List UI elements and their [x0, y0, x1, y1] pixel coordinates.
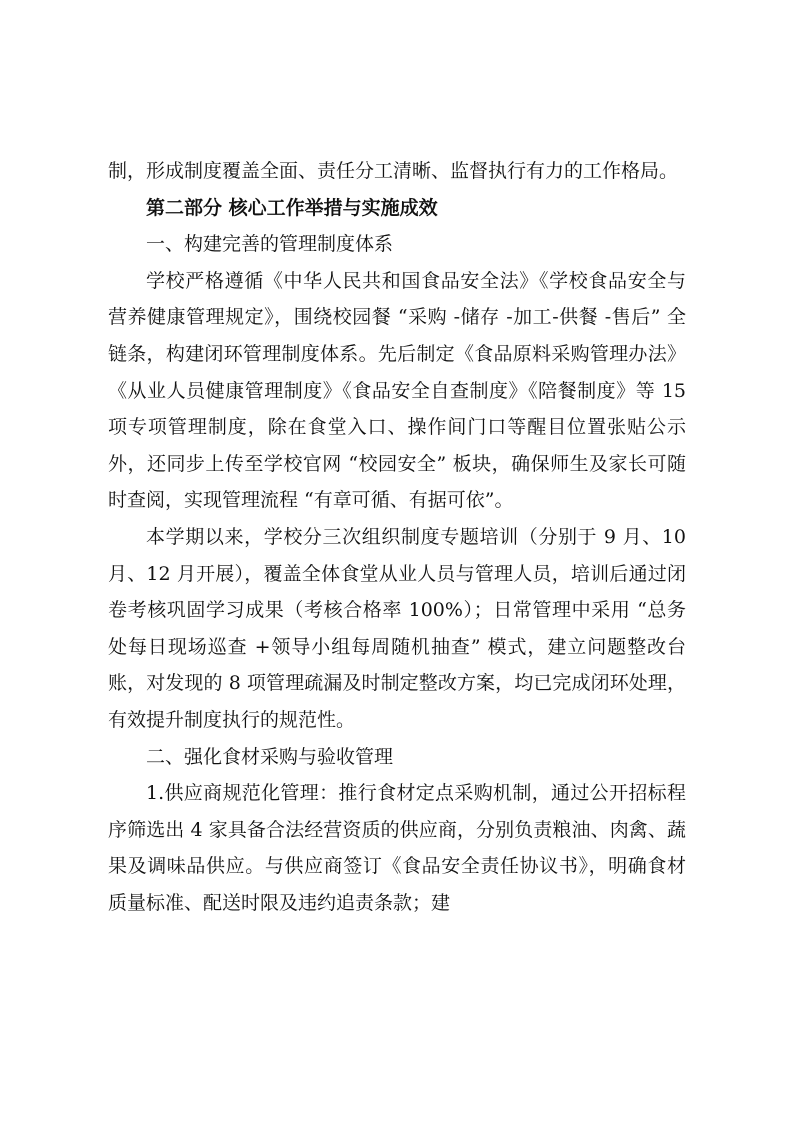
paragraph-supplier-management: 1.供应商规范化管理：推行食材定点采购机制，通过公开招标程序筛选出 4 家具备合法经营资质的供应商，分别负责粮油、肉禽、蔬果及调味品供应。与供应商签订《食品安全责任协议书》，明确食材质量标准、配送时限及违约追责条款；建 — [108, 782, 686, 914]
document-page — [108, 153, 686, 921]
paragraph-training: 本学期以来，学校分三次组织制度专题培训（分别于 9 月、10 月、12 月开展），覆盖全体食堂从业人员与管理人员，培训后通过闭卷考核巩固学习成果（考核合格率 100%）；日常管理中采用 “总务处每日现场巡查 +领导小组每周随机抽查” 模式，建立问题整改台账，对发现的 8 项管理疏漏及时制定整改方案，均已完成闭环处理，有效提升制度执行的规范性。 — [108, 525, 686, 731]
section-heading: 第二部分 核心工作举措与实施成效 — [146, 196, 438, 219]
paragraph-continuation: 制，形成制度覆盖全面、责任分工清晰、监督执行有力的工作格局。 — [108, 160, 679, 182]
subsection-heading-2: 二、强化食材采购与验收管理 — [146, 745, 394, 768]
paragraph-management-system: 学校严格遵循《中华人民共和国食品安全法》《学校食品安全与营养健康管理规定》，围绕校园餐 “采购 -储存 -加工-供餐 -售后” 全链条，构建闭环管理制度体系。先后制定《食品原料采购管理办法》《从业人员健康管理制度》《食品安全自查制度》《陪餐制度》等 15 项专项管理制度，除在食堂入口、操作间门口等醒目位置张贴公示外，还同步上传至学校官网 “校园安全” 板块，确保师生及家长可随时查阅，实现管理流程 “有章可循、有据可依”。 — [108, 269, 686, 512]
subsection-heading-1: 一、构建完善的管理制度体系 — [146, 233, 394, 256]
